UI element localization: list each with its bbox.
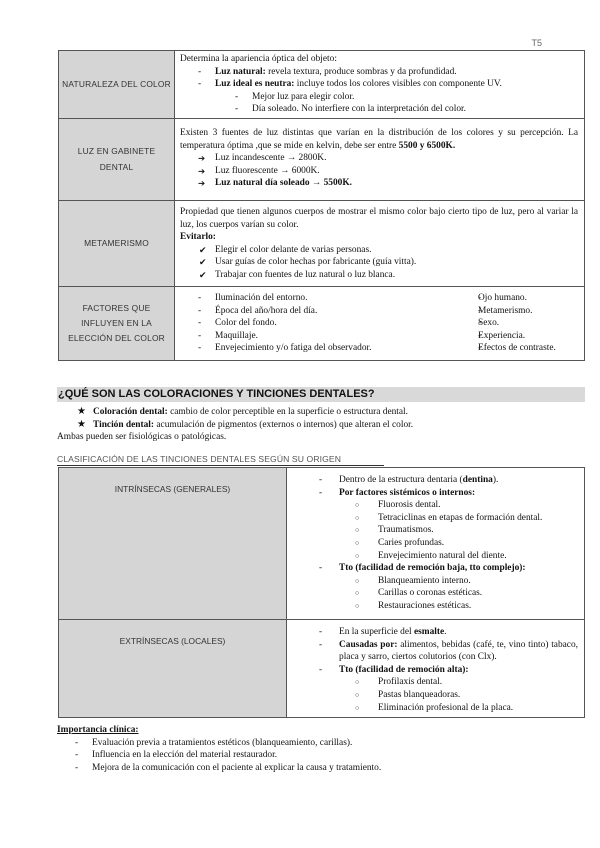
list-item: - Evaluación previa a tratamientos estéticos (blanqueamiento, carillas).	[57, 737, 587, 750]
list-item: ○ Caries profundas.	[292, 537, 578, 550]
list-item: ➔ Luz fluorescente → 6000K.	[180, 165, 578, 178]
row-label: INTRÍNSECAS (GENERALES)	[59, 468, 287, 620]
row-label: FACTORES QUE INFLUYEN EN LA ELECCIÓN DEL COLOR	[59, 286, 175, 360]
clinical-title: Importancia clínica:	[57, 725, 139, 735]
list-item: - Metamerismo.	[460, 305, 578, 318]
list-item: ➔ Luz natural día soleado → 5500K.	[180, 177, 578, 190]
list-item: - Influencia en la elección del material restaurador.	[57, 749, 587, 762]
table-row	[59, 51, 585, 119]
clinical-section	[57, 724, 587, 774]
list-item: ★ Tinción dental: acumulación de pigmentos (externos o internos) que alteran el color.	[57, 419, 587, 432]
list-item: ○ Traumatismos.	[292, 524, 578, 537]
list-item: - Luz ideal es neutra: incluye todos los colores visibles con componente UV.	[180, 78, 578, 91]
list-item: - Tto (facilidad de remoción baja, tto complejo):	[292, 562, 578, 575]
list-item: - Causadas por: alimentos, bebidas (café, te, vino tinto) tabaco, placa y sarro, ciertos colutorios (con Clx).	[292, 639, 578, 664]
row-content	[287, 468, 585, 620]
list-item: ○ Restauraciones estéticas.	[292, 600, 578, 613]
list-item: ○ Pastas blanqueadoras.	[292, 689, 578, 702]
section-title: ¿QUÉ SON LAS COLORACIONES Y TINCIONES DENTALES?	[57, 387, 585, 402]
list-item: ○ Tetraciclinas en etapas de formación dental.	[292, 512, 578, 525]
list-item: - Día soleado. No interfiere con la interpretación del color.	[180, 103, 578, 116]
row-content: Determina la apariencia óptica del objeto: - Luz natural: revela textura, produce sombras y da profundidad. - Luz ideal es neutra: incluye todos los colores visibles con componente UV. - Mejor luz para elegir color. - Día soleado. No interfiere con la interpretación del color.	[175, 51, 585, 119]
table-row	[59, 620, 585, 718]
row-content: Propiedad que tienen algunos cuerpos de mostrar el mismo color bajo cierto tipo de luz, pero al variar la luz, los cuerpos varían su color. Evitarlo: ✔ Elegir el color delante de varias personas. ✔ Usar guías de color hechas por fabricante (guía vitta). ✔ Trabajar con fuentes de luz natural o luz blanca.	[175, 200, 585, 286]
definitions-list	[57, 406, 587, 431]
note-text: Ambas pueden ser fisiológicas o patológicas.	[57, 432, 227, 442]
row-label: EXTRÍNSECAS (LOCALES)	[59, 620, 287, 718]
color-factors-table	[58, 50, 585, 361]
list-item: - Sexo.	[460, 317, 578, 330]
list-item: ✔ Elegir el color delante de varias personas.	[180, 244, 578, 257]
row-label: LUZ EN GABINETE DENTAL	[59, 118, 175, 200]
list-item: - Mejora de la comunicación con el paciente al explicar la causa y tratamiento.	[57, 762, 587, 775]
list-item: - Tto (facilidad de remoción alta):	[292, 664, 578, 677]
page-number: T5	[531, 38, 542, 48]
list-item: ○ Carillas o coronas estéticas.	[292, 587, 578, 600]
table-row	[59, 286, 585, 360]
list-item: - Luz natural: revela textura, produce sombras y da profundidad.	[180, 66, 578, 79]
list-item: - Maquillaje.	[180, 330, 460, 343]
list-item: - En la superficie del esmalte.	[292, 626, 578, 639]
list-item: - Efectos de contraste.	[460, 342, 578, 355]
row-content: Existen 3 fuentes de luz distintas que varían en la distribución de los colores y su percepción. La temperatura óptima ,que se mide en kelvin, debe ser entre 5500 y 6500K. ➔ Luz incandescente → 2800K. ➔ Luz fluorescente → 6000K. ➔ Luz natural día soleado → 5500K.	[175, 118, 585, 200]
list-item: - Ojo humano.	[460, 292, 578, 305]
list-item: ○ Blanqueamiento interno.	[292, 575, 578, 588]
row-label: NATURALEZA DEL COLOR	[59, 51, 175, 119]
list-item: ○ Envejecimiento natural del diente.	[292, 550, 578, 563]
list-item: - Por factores sistémicos o internos:	[292, 487, 578, 500]
list-item: - Dentro de la estructura dentaria (dentina).	[292, 474, 578, 487]
row-label: METAMERISMO	[59, 200, 175, 286]
list-item: ★ Coloración dental: cambio de color perceptible en la superficie o estructura dental.	[57, 406, 587, 419]
list-item: - Época del año/hora del día.	[180, 305, 460, 318]
table-row	[59, 468, 585, 620]
list-item: ✔ Usar guías de color hechas por fabricante (guía vitta).	[180, 256, 578, 269]
stain-classification-table	[58, 467, 585, 718]
list-item: ○ Profilaxis dental.	[292, 676, 578, 689]
list-item: - Mejor luz para elegir color.	[180, 91, 578, 104]
list-item: ○ Eliminación profesional de la placa.	[292, 702, 578, 715]
list-item: ➔ Luz incandescente → 2800K.	[180, 152, 578, 165]
list-item: - Color del fondo.	[180, 317, 460, 330]
list-item: - Iluminación del entorno.	[180, 292, 460, 305]
table-row	[59, 200, 585, 286]
row-content	[287, 620, 585, 718]
list-item: - Experiencia.	[460, 330, 578, 343]
classification-title: CLASIFICACIÓN DE LAS TINCIONES DENTALES SEGÚN SU ORIGEN	[57, 454, 384, 466]
list-item: ✔ Trabajar con fuentes de luz natural o luz blanca.	[180, 269, 578, 282]
row-content	[175, 286, 585, 360]
list-item: ○ Fluorosis dental.	[292, 499, 578, 512]
table-row	[59, 118, 585, 200]
list-item: - Envejecimiento y/o fatiga del observador.	[180, 342, 460, 355]
